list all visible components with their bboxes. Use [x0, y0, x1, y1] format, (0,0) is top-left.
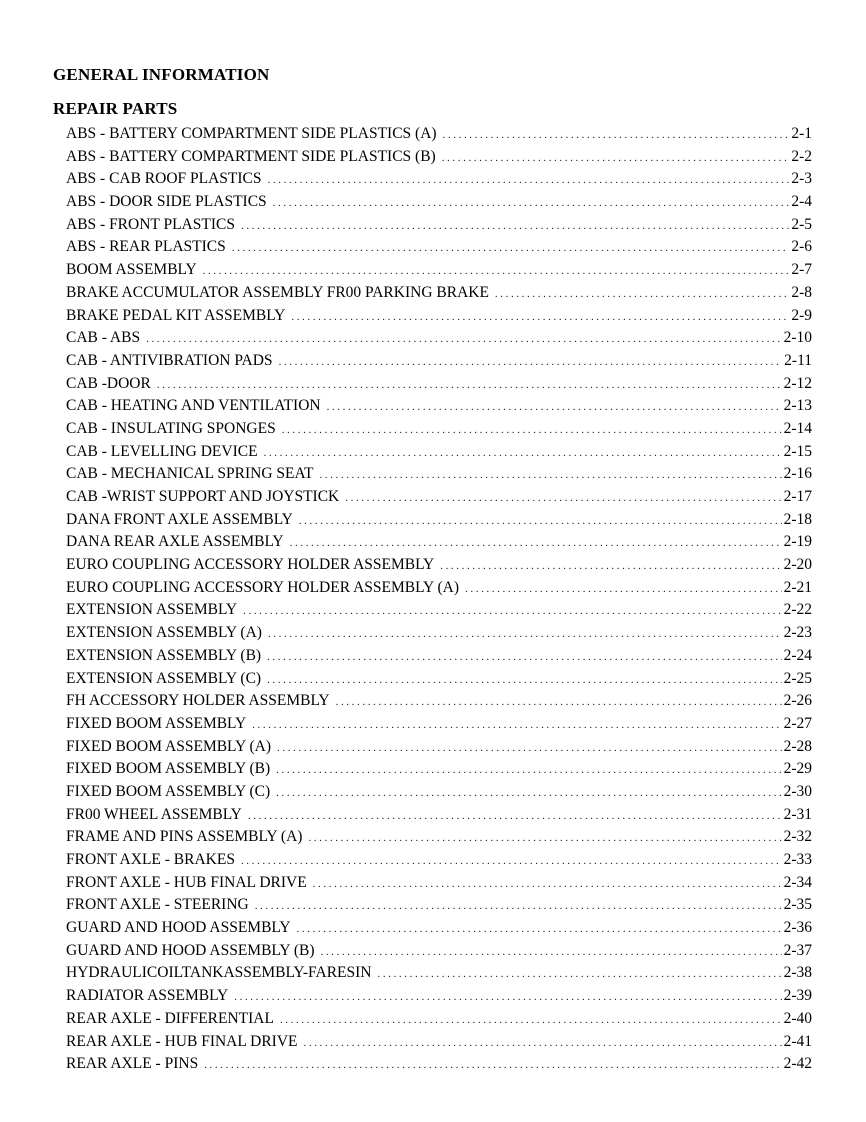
toc-entry[interactable] — [66, 758, 812, 781]
toc-dot-leader — [495, 283, 789, 306]
toc-entry-label: FIXED BOOM ASSEMBLY (A) — [66, 737, 271, 755]
toc-entry-page-number: 2-7 — [791, 261, 812, 279]
toc-dot-leader — [282, 419, 782, 442]
table-of-contents — [66, 123, 812, 1076]
toc-entry-label: REAR AXLE - DIFFERENTIAL — [66, 1009, 274, 1027]
toc-entry[interactable] — [66, 395, 812, 418]
toc-dot-leader — [276, 759, 781, 782]
toc-entry[interactable] — [66, 849, 812, 872]
toc-entry[interactable] — [66, 373, 812, 396]
toc-entry[interactable] — [66, 622, 812, 645]
toc-entry[interactable] — [66, 259, 812, 282]
toc-dot-leader — [327, 396, 782, 419]
toc-entry-page-number: 2-12 — [783, 374, 812, 392]
toc-entry[interactable] — [66, 486, 812, 509]
toc-entry[interactable] — [66, 1031, 812, 1054]
toc-entry-page-number: 2-25 — [783, 669, 812, 687]
toc-dot-leader — [443, 124, 790, 147]
toc-entry[interactable] — [66, 146, 812, 169]
toc-entry[interactable] — [66, 350, 812, 373]
toc-dot-leader — [268, 169, 790, 192]
toc-entry-page-number: 2-36 — [783, 919, 812, 937]
toc-entry-page-number: 2-37 — [783, 941, 812, 959]
toc-entry-page-number: 2-4 — [791, 193, 812, 211]
toc-entry-page-number: 2-22 — [783, 601, 812, 619]
toc-entry-label: FRAME AND PINS ASSEMBLY (A) — [66, 828, 303, 846]
toc-dot-leader — [268, 623, 782, 646]
toc-entry-label: CAB - ANTIVIBRATION PADS — [66, 351, 273, 369]
toc-entry-page-number: 2-34 — [783, 873, 812, 891]
toc-entry-page-number: 2-6 — [791, 238, 812, 256]
toc-entry-page-number: 2-3 — [791, 170, 812, 188]
toc-entry[interactable] — [66, 690, 812, 713]
toc-dot-leader — [277, 737, 782, 760]
toc-dot-leader — [255, 895, 782, 918]
toc-entry-label: CAB -DOOR — [66, 374, 151, 392]
toc-dot-leader — [345, 487, 781, 510]
toc-entry-label: REAR AXLE - PINS — [66, 1055, 199, 1073]
toc-entry-page-number: 2-14 — [783, 419, 812, 437]
toc-entry[interactable] — [66, 554, 812, 577]
toc-entry-label: CAB - LEVELLING DEVICE — [66, 442, 258, 460]
toc-dot-leader — [378, 963, 782, 986]
toc-entry-label: ABS - BATTERY COMPARTMENT SIDE PLASTICS (A) — [66, 125, 437, 142]
toc-dot-leader — [243, 600, 781, 623]
toc-entry-page-number: 2-33 — [783, 851, 812, 868]
toc-dot-leader — [440, 555, 781, 578]
toc-dot-leader — [234, 986, 781, 1009]
toc-entry[interactable] — [66, 736, 812, 759]
toc-dot-leader — [320, 941, 781, 964]
toc-entry-label: EURO COUPLING ACCESSORY HOLDER ASSEMBLY — [66, 556, 435, 574]
toc-dot-leader — [279, 351, 783, 374]
toc-entry-label: CAB - INSULATING SPONGES — [66, 419, 276, 437]
toc-entry-label: EURO COUPLING ACCESSORY HOLDER ASSEMBLY (A) — [66, 578, 460, 596]
toc-entry-label: EXTENSION ASSEMBLY — [66, 601, 238, 619]
toc-entry-label: FRONT AXLE - STEERING — [66, 896, 249, 914]
toc-entry-label: ABS - REAR PLASTICS — [66, 238, 226, 256]
toc-entry[interactable] — [66, 305, 812, 328]
toc-entry[interactable] — [66, 1008, 812, 1031]
toc-entry-page-number: 2-32 — [783, 828, 812, 846]
toc-dot-leader — [442, 147, 790, 170]
toc-entry-page-number: 2-26 — [783, 692, 812, 710]
toc-dot-leader — [252, 714, 781, 737]
toc-dot-leader — [273, 192, 790, 215]
toc-entry-label: BRAKE PEDAL KIT ASSEMBLY — [66, 306, 286, 324]
toc-entry[interactable] — [66, 531, 812, 554]
toc-dot-leader — [204, 1054, 781, 1077]
toc-entry[interactable] — [66, 940, 812, 963]
toc-entry-page-number: 2-19 — [783, 533, 812, 551]
toc-dot-leader — [313, 873, 782, 896]
toc-dot-leader — [232, 237, 790, 260]
toc-entry-page-number: 2-2 — [791, 147, 812, 165]
toc-entry-page-number: 2-41 — [783, 1032, 812, 1050]
toc-entry-label: HYDRAULICOILTANKASSEMBLY-FARESIN — [66, 964, 372, 982]
toc-entry[interactable] — [66, 985, 812, 1008]
toc-entry[interactable] — [66, 645, 812, 668]
toc-entry-page-number: 2-30 — [783, 782, 812, 800]
toc-entry-label: CAB - HEATING AND VENTILATION — [66, 397, 321, 415]
toc-entry[interactable] — [66, 214, 812, 237]
toc-entry-page-number: 2-9 — [791, 306, 812, 324]
toc-dot-leader — [267, 646, 782, 669]
toc-entry-page-number: 2-17 — [783, 488, 812, 505]
toc-entry-label: RADIATOR ASSEMBLY — [66, 987, 229, 1005]
section-title: GENERAL INFORMATION — [53, 65, 270, 84]
toc-dot-leader — [157, 374, 782, 397]
toc-entry[interactable] — [66, 191, 812, 214]
toc-dot-leader — [241, 850, 782, 873]
toc-entry-label: FRONT AXLE - BRAKES — [66, 851, 235, 868]
toc-entry-label: DANA FRONT AXLE ASSEMBLY — [66, 510, 293, 528]
toc-entry[interactable] — [66, 509, 812, 532]
toc-dot-leader — [276, 782, 781, 805]
toc-dot-leader — [297, 918, 782, 941]
toc-entry-label: CAB - ABS — [66, 329, 141, 347]
toc-entry-page-number: 2-21 — [783, 578, 812, 596]
toc-entry-page-number: 2-15 — [783, 442, 812, 460]
toc-entry-label: EXTENSION ASSEMBLY (C) — [66, 669, 262, 687]
toc-entry-label: ABS - FRONT PLASTICS — [66, 215, 235, 233]
toc-entry-label: ABS - CAB ROOF PLASTICS — [66, 170, 262, 188]
toc-entry[interactable] — [66, 282, 812, 305]
toc-entry-page-number: 2-5 — [791, 215, 812, 233]
toc-entry-label: FIXED BOOM ASSEMBLY (C) — [66, 782, 271, 800]
toc-entry-page-number: 2-38 — [783, 964, 812, 982]
toc-dot-leader — [465, 578, 782, 601]
toc-entry[interactable] — [66, 894, 812, 917]
toc-entry-label: CAB - MECHANICAL SPRING SEAT — [66, 465, 314, 483]
toc-dot-leader — [308, 827, 781, 850]
toc-dot-leader — [264, 442, 782, 465]
toc-entry-label: BRAKE ACCUMULATOR ASSEMBLY FR00 PARKING BRAKE — [66, 283, 489, 301]
toc-entry-page-number: 2-27 — [783, 714, 812, 732]
toc-dot-leader — [319, 464, 781, 487]
toc-dot-leader — [304, 1032, 782, 1055]
toc-entry-page-number: 2-10 — [783, 329, 812, 347]
toc-entry-page-number: 2-40 — [783, 1009, 812, 1027]
toc-dot-leader — [290, 532, 782, 555]
toc-entry-page-number: 2-29 — [783, 760, 812, 778]
toc-entry[interactable] — [66, 577, 812, 600]
toc-entry-label: EXTENSION ASSEMBLY (A) — [66, 624, 262, 642]
toc-entry[interactable] — [66, 168, 812, 191]
toc-entry-label: GUARD AND HOOD ASSEMBLY — [66, 919, 291, 937]
toc-entry[interactable] — [66, 123, 812, 146]
toc-entry-label: FH ACCESSORY HOLDER ASSEMBLY — [66, 692, 330, 710]
toc-entry-page-number: 2-13 — [783, 397, 812, 415]
toc-dot-leader — [241, 215, 789, 238]
toc-entry-page-number: 2-8 — [791, 283, 812, 301]
toc-entry-page-number: 2-28 — [783, 737, 812, 755]
toc-entry-page-number: 2-23 — [783, 624, 812, 642]
toc-entry-page-number: 2-20 — [783, 556, 812, 574]
toc-dot-leader — [248, 805, 782, 828]
toc-entry[interactable] — [66, 713, 812, 736]
toc-entry-label: FIXED BOOM ASSEMBLY (B) — [66, 760, 271, 778]
toc-entry-page-number: 2-16 — [783, 465, 812, 483]
toc-entry-page-number: 2-18 — [783, 510, 812, 528]
toc-entry[interactable] — [66, 599, 812, 622]
toc-entry-label: BOOM ASSEMBLY — [66, 261, 197, 279]
toc-entry-page-number: 2-35 — [783, 896, 812, 914]
toc-entry-page-number: 2-31 — [783, 805, 812, 823]
toc-entry[interactable] — [66, 1053, 812, 1076]
toc-dot-leader — [203, 260, 790, 283]
toc-entry[interactable] — [66, 441, 812, 464]
toc-entry-page-number: 2-11 — [784, 351, 812, 369]
toc-entry-label: ABS - BATTERY COMPARTMENT SIDE PLASTICS (B) — [66, 147, 436, 165]
toc-entry[interactable] — [66, 962, 812, 985]
toc-entry-label: EXTENSION ASSEMBLY (B) — [66, 646, 262, 664]
toc-dot-leader — [336, 691, 782, 714]
toc-entry-page-number: 2-42 — [783, 1055, 812, 1073]
toc-entry[interactable] — [66, 668, 812, 691]
toc-entry-page-number: 2-24 — [783, 646, 812, 664]
toc-entry-page-number: 2-39 — [783, 987, 812, 1005]
toc-entry[interactable] — [66, 236, 812, 259]
toc-entry[interactable] — [66, 418, 812, 441]
toc-entry-label: REAR AXLE - HUB FINAL DRIVE — [66, 1032, 298, 1050]
toc-entry-label: FR00 WHEEL ASSEMBLY — [66, 805, 242, 823]
toc-dot-leader — [267, 669, 782, 692]
toc-dot-leader — [299, 510, 782, 533]
toc-entry[interactable] — [66, 826, 812, 849]
toc-entry-label: GUARD AND HOOD ASSEMBLY (B) — [66, 941, 315, 959]
toc-entry[interactable] — [66, 804, 812, 827]
toc-entry-page-number: 2-1 — [791, 125, 812, 142]
subsection-title: REPAIR PARTS — [53, 99, 178, 118]
toc-entry-label: FRONT AXLE - HUB FINAL DRIVE — [66, 873, 307, 891]
toc-entry[interactable] — [66, 872, 812, 895]
toc-entry[interactable] — [66, 327, 812, 350]
toc-entry-label: FIXED BOOM ASSEMBLY — [66, 714, 247, 732]
toc-entry-label: DANA REAR AXLE ASSEMBLY — [66, 533, 284, 551]
toc-entry-label: CAB -WRIST SUPPORT AND JOYSTICK — [66, 488, 340, 505]
toc-dot-leader — [280, 1009, 782, 1032]
toc-dot-leader — [146, 328, 781, 351]
toc-dot-leader — [291, 306, 789, 329]
toc-entry-label: ABS - DOOR SIDE PLASTICS — [66, 193, 267, 211]
toc-entry[interactable] — [66, 781, 812, 804]
toc-entry[interactable] — [66, 917, 812, 940]
toc-entry[interactable] — [66, 463, 812, 486]
